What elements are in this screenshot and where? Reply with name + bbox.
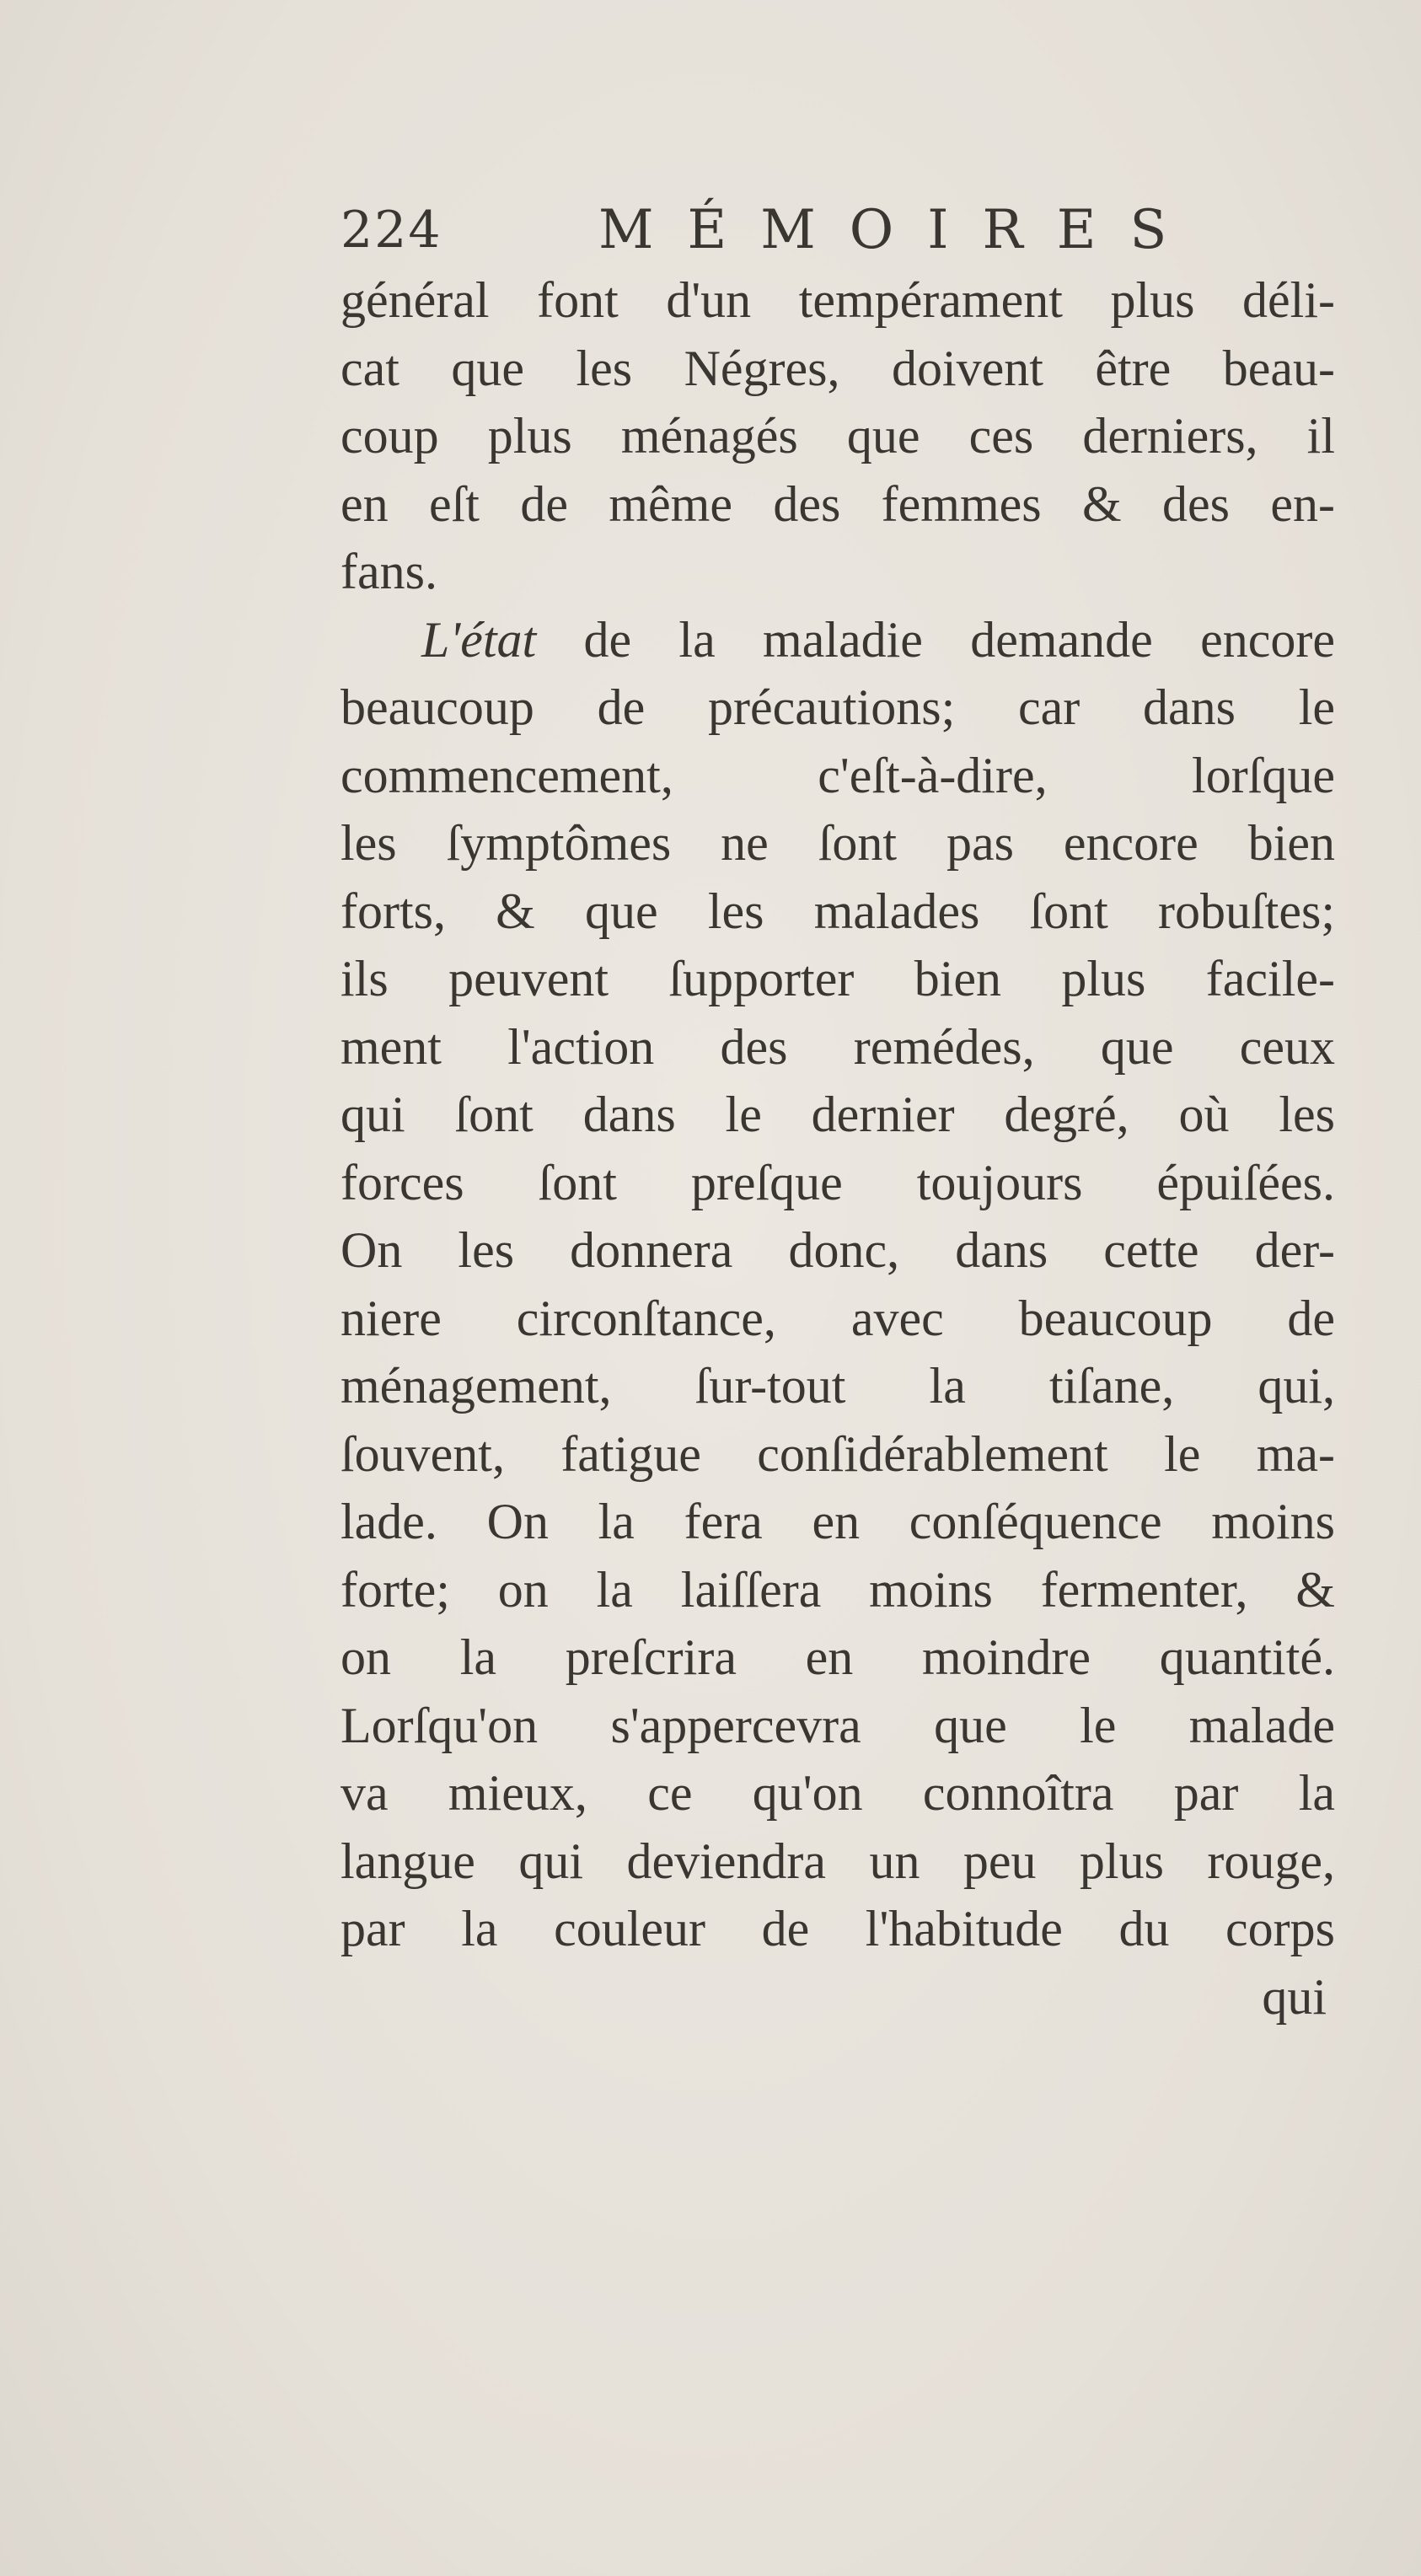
text-line: les ſymptômes ne ſont pas encore bien	[341, 815, 1335, 871]
text-line: par la couleur de l'habitude du corps	[341, 1901, 1335, 1956]
text-line: Lorſqu'on s'appercevra que le malade	[341, 1697, 1335, 1753]
text-line: langue qui deviendra un peu plus rouge,	[341, 1833, 1335, 1889]
text-line: niere circonſtance, avec beaucoup de	[341, 1290, 1335, 1346]
page-header	[341, 192, 1201, 268]
text-line: forte; on la laiſſera moins fermenter, &	[341, 1561, 1335, 1618]
text-line: on la preſcrira en moindre quantité.	[341, 1629, 1335, 1685]
text-line-rest: de la maladie demande encore	[583, 611, 1335, 668]
text-line: cat que les Négres, doivent être beau-	[341, 340, 1335, 396]
text-line: ſouvent, fatigue conſidérablement le ma-	[341, 1425, 1335, 1482]
text-line: lade. On la fera en conſéquence moins	[341, 1494, 1335, 1549]
text-line: ment l'action des remédes, que ceux	[341, 1018, 1335, 1075]
text-line: fans.	[341, 544, 437, 599]
running-title: MÉMOIRES	[598, 199, 1201, 261]
text-line: commencement, c'eſt-à-dire, lorſque	[341, 747, 1335, 803]
text-line: qui ſont dans le dernier degré, où les	[341, 1087, 1335, 1142]
italic-phrase: L'état	[421, 611, 537, 668]
catchword: qui	[1262, 1968, 1327, 2025]
text-line: forces ſont preſque toujours épuiſées.	[341, 1154, 1335, 1210]
text-line: On les donnera donc, dans cette der-	[341, 1222, 1335, 1278]
text-line: ménagement, ſur-tout la tiſane, qui,	[341, 1358, 1335, 1414]
paragraph-start-line	[341, 606, 1335, 674]
page-number: 224	[341, 201, 442, 260]
text-line: va mieux, ce qu'on connoîtra par la	[341, 1765, 1335, 1821]
text-line: coup plus ménagés que ces derniers, il	[341, 408, 1335, 464]
text-line: beaucoup de précautions; car dans le	[341, 679, 1335, 735]
text-line: ils peuvent ſupporter bien plus facile-	[341, 951, 1335, 1006]
text-line: en eſt de même des femmes & des en-	[341, 475, 1335, 532]
text-line: forts, & que les malades ſont robuſtes;	[341, 883, 1335, 939]
text-line: général font d'un tempérament plus déli-	[341, 272, 1335, 328]
body-text	[341, 266, 1335, 2031]
